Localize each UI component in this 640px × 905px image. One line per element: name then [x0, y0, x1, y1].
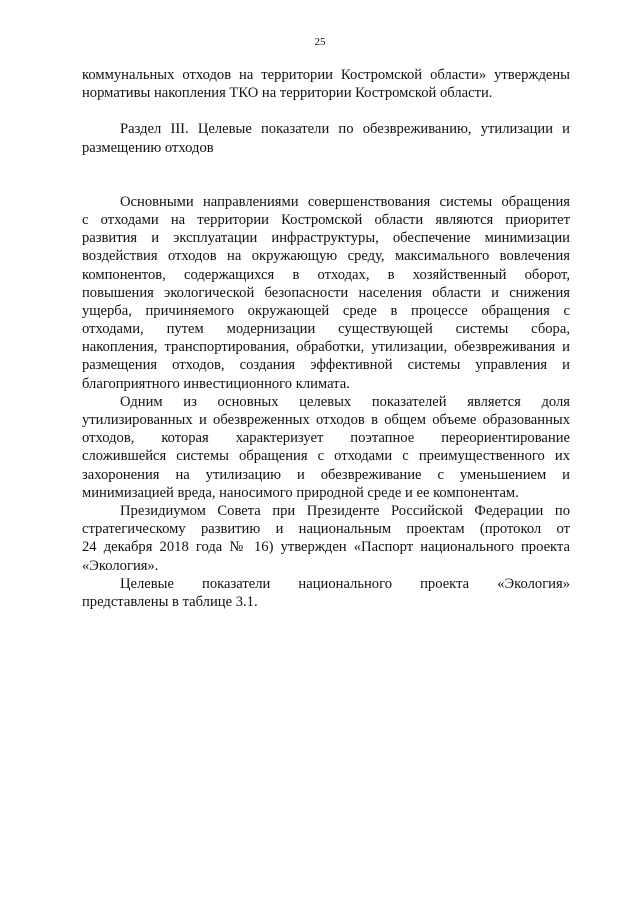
- paragraph-table-reference: [82, 575, 570, 611]
- text-line: размещению отходов: [82, 139, 214, 156]
- paragraph-target-indicator: [82, 393, 570, 502]
- text-line: ущерба, причиняемого окружающей среде в процессе обращения с: [82, 302, 570, 319]
- text-line: Основными направлениями совершенствования системы обращения: [120, 193, 570, 210]
- text-line: Президиумом Совета при Президенте Российской Федерации по: [120, 502, 570, 519]
- text-line: захоронения на утилизацию и обезвреживание с уменьшением и: [82, 466, 570, 483]
- text-line: компонентов, содержащихся в отходах, в хозяйственный оборот,: [82, 266, 570, 283]
- page-number: 25: [314, 36, 326, 48]
- text-line: воздействия отходов на окружающую среду, максимального вовлечения: [82, 248, 570, 265]
- text-line: стратегическому развитию и национальным проектам (протокол от: [82, 521, 570, 538]
- paragraph-presidium: [82, 502, 570, 575]
- text-line: «Экология».: [82, 557, 159, 574]
- paragraph-main-directions: [82, 193, 570, 393]
- text-line: представлены в таблице 3.1.: [82, 593, 258, 610]
- text-line: размещения отходов, создания эффективной системы управления и: [82, 357, 570, 374]
- text-line: Одним из основных целевых показателей является доля: [120, 393, 570, 410]
- section-heading: [82, 120, 570, 156]
- text-line: повышения экологической безопасности населения области и снижения: [82, 284, 570, 301]
- spacer: [82, 157, 570, 193]
- text-line: Целевые показатели национального проекта «Экология»: [120, 575, 570, 592]
- spacer: [82, 102, 570, 120]
- text-line: нормативы накопления ТКО на территории Костромской области.: [82, 85, 493, 102]
- text-line: Раздел III. Целевые показатели по обезвреживанию, утилизации и: [120, 121, 570, 138]
- text-line: 24 декабря 2018 года № 16) утвержден «Паспорт национального проекта: [82, 539, 570, 556]
- text-line: накопления, транспортирования, обработки, утилизации, обезвреживания и: [82, 339, 570, 356]
- document-body: [82, 66, 570, 611]
- text-line: минимизацией вреда, наносимого природной среде и ее компонентам.: [82, 484, 519, 501]
- text-line: благоприятного инвестиционного климата.: [82, 375, 350, 392]
- intro-paragraph: [82, 66, 570, 102]
- text-line: коммунальных отходов на территории Костромской области» утверждены: [82, 67, 570, 83]
- text-line: отходами, путем модернизации существующей системы сбора,: [82, 321, 570, 338]
- text-line: с отходами на территории Костромской области являются приоритет: [82, 211, 570, 228]
- text-line: утилизированных и обезвреженных отходов в общем объеме образованных: [82, 412, 570, 428]
- text-line: отходов, которая характеризует поэтапное переориентирование: [82, 430, 570, 447]
- text-line: развития и эксплуатации инфраструктуры, обеспечение минимизации: [82, 230, 570, 247]
- text-line: сложившейся системы обращения с отходами с преимущественного их: [82, 448, 570, 465]
